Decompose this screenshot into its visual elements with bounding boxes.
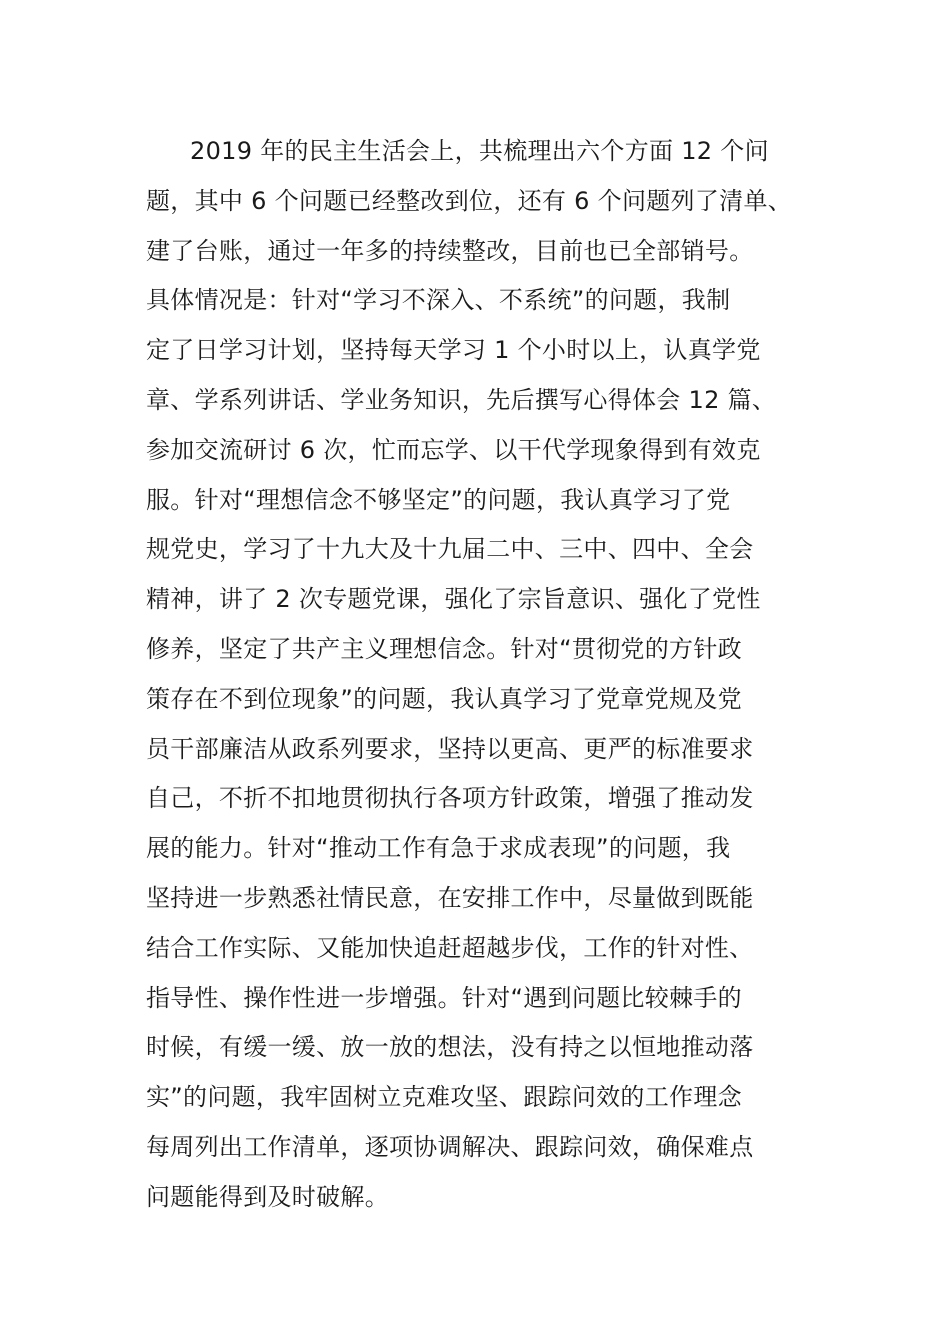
paragraph-line: 坚持进一步熟悉社情民意，在安排工作中，尽量做到既能 [146,883,754,912]
paragraph-line: 每周列出工作清单，逐项协调解决、跟踪问效，确保难点 [146,1132,754,1161]
paragraph-line: 策存在不到位现象”的问题，我认真学习了党章党规及党 [146,684,742,713]
paragraph-line: 问题能得到及时破解。 [146,1182,389,1211]
paragraph-line: 章、学系列讲话、学业务知识，先后撰写心得体会 12 篇、 [146,385,777,414]
paragraph-line: 员干部廉洁从政系列要求，坚持以更高、更严的标准要求 [146,734,754,763]
paragraph-line: 实”的问题，我牢固树立克难攻坚、跟踪问效的工作理念 [146,1083,742,1112]
paragraph-line: 展的能力。针对“推动工作有急于求成表现”的问题，我 [146,834,731,863]
paragraph-line: 建了台账，通过一年多的持续整改，目前也已全部销号。 [146,236,754,265]
paragraph-line: 定了日学习计划，坚持每天学习 1 个小时以上，认真学党 [146,336,761,365]
paragraph-line: 修养，坚定了共产主义理想信念。针对“贯彻党的方针政 [146,634,742,663]
paragraph-line: 时候，有缓一缓、放一放的想法，没有持之以恒地推动落 [146,1033,754,1062]
paragraph-line: 自己，不折不扣地贯彻执行各项方针政策，增强了推动发 [146,784,754,813]
paragraph-line: 参加交流研讨 6 次，忙而忘学、以干代学现象得到有效克 [146,435,761,464]
paragraph-line: 题，其中 6 个问题已经整改到位，还有 6 个问题列了清单、 [146,186,793,215]
paragraph-line: 规党史，学习了十九大及十九届二中、三中、四中、全会 [146,535,754,564]
body-paragraph [146,127,826,1223]
paragraph-line: 具体情况是：针对“学习不深入、不系统”的问题，我制 [146,286,731,315]
paragraph-line: 精神，讲了 2 次专题党课，强化了宗旨意识、强化了党性 [146,585,761,614]
paragraph-line: 指导性、操作性进一步增强。针对“遇到问题比较棘手的 [146,983,742,1012]
paragraph-line: 结合工作实际、又能加快追赶超越步伐，工作的针对性、 [146,933,754,962]
paragraph-line: 服。针对“理想信念不够坚定”的问题，我认真学习了党 [146,485,731,514]
paragraph-line: 2019 年的民主生活会上，共梳理出六个方面 12 个问 [190,137,769,165]
